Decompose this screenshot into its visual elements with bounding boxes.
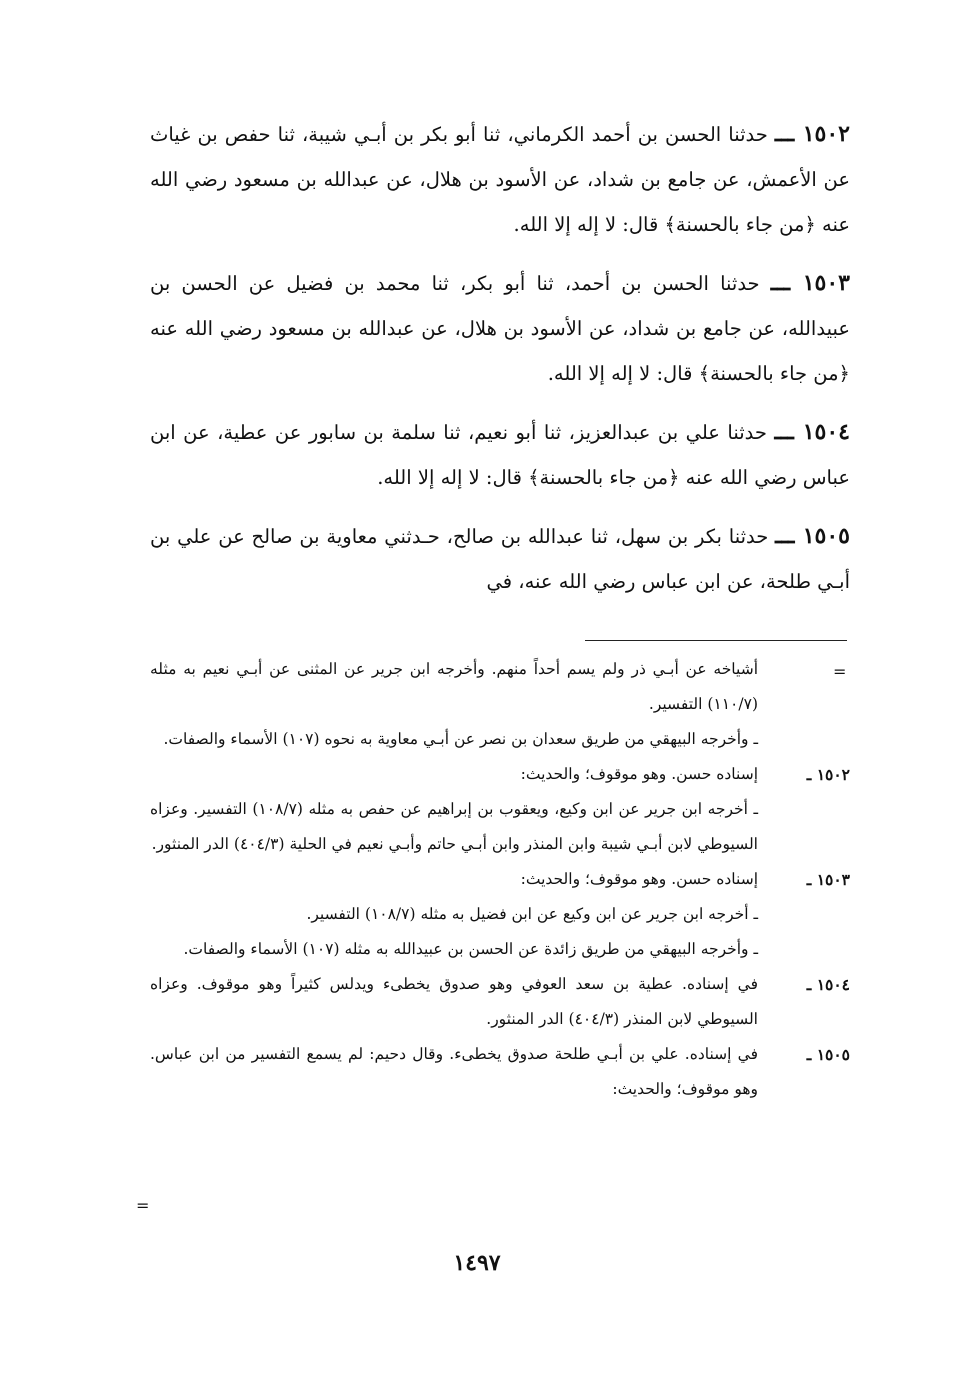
footnote-number: ١٥٠٢ ـ [806,765,850,784]
footnote-line: ـ وأخرجه البيهقي من طريق زائدة عن الحسن بن عبيدالله به مثله (١٠٧) الأسماء والصفات. [183,940,758,958]
continuation-mark-top: = [833,662,847,681]
footnote-line: ـ أخرجه ابن جرير عن ابن وكيع، ويعقوب بن إبراهيم عن حفص به مثله (١٠٨/٧) التفسير. وعزاه السيوطي لابن أبـي شيبة وابن المنذر وابن أبـي حاتم وأبـي نعيم في الحلية (٤٠٤/٣) الدر المنثور. [150,800,758,853]
hadith-text: حدثنا بكر بن سهل، ثنا عبدالله بن صالح، حـدثني معاوية بن صالح عن علي بن أبـي طلحة، عن ابن عباس رضي الله عنه، في [150,525,850,593]
footnote-line: إسناده حسن. وهو موقوف؛ والحديث: [520,870,758,888]
hadith-text: حدثنا الحسن بن أحمد، ثنا أبو بكر، ثنا محمد بن فضيل عن الحسن بن عبيدالله، عن جامع بن شداد، عن الأسود بن هلال، عن عبدالله بن مسعود رضي الله عنه ﴿من جاء بالحسنة﴾ قال: لا إله إلا الله. [150,272,850,385]
footnote-number: ١٥٠٣ ـ [806,870,850,889]
footnote-item [150,967,850,1037]
hadith-entry [150,514,850,604]
hadith-number: ١٥٠٣ ـــ [770,270,850,296]
continuation-mark-bottom: = [136,1196,150,1215]
hadith-number: ١٥٠٢ ـــ [774,121,850,147]
hadith-entry [150,410,850,500]
hadith-text: حدثنا الحسن بن أحمد الكرماني، ثنا أبو بكر بن أبـي شيبة، ثنا حفص بن غياث عن الأعمش، عن جامع بن شداد، عن الأسود بن هلال، عن عبدالله بن مسعود رضي الله عنه ﴿من جاء بالحسنة﴾ قال: لا إله إلا الله. [150,123,850,236]
footnote-number: ١٥٠٥ ـ [806,1045,850,1064]
footnote-line: أشياخه عن أبـي ذر ولم يسم أحداً منهم. وأخرجه ابن جرير عن المثنى عن أبـي نعيم به مثله (١١٠/٧) التفسير. [150,660,758,713]
footnotes [150,652,850,1107]
hadith-entry [150,112,850,247]
footnote-item [150,1037,850,1107]
hadith-number: ١٥٠٤ ـــ [774,419,850,445]
hadith-text: حدثنا علي بن عبدالعزيز، ثنا أبو نعيم، ثنا سلمة بن سابور عن عطية، عن ابن عباس رضي الله عنه ﴿من جاء بالحسنة﴾ قال: لا إله إلا الله. [150,421,850,489]
footnote-item [150,862,850,967]
footnote-item [150,652,850,757]
hadith-entry [150,261,850,396]
footnote-item [150,757,850,862]
footnote-line: في إسناده. عطية بن سعد العوفي وهو صدوق يخطىء ويدلس كثيراً وهو موقوف. وعزاه السيوطي لابن المنذر (٤٠٤/٣) الدر المنثور. [150,975,758,1028]
hadith-number: ١٥٠٥ ـــ [775,523,850,549]
footnote-line: إسناده حسن. وهو موقوف؛ والحديث: [520,765,758,783]
page-number: ١٤٩٧ [453,1250,501,1276]
footnote-line: في إسناده. علي بن أبـي طلحة صدوق يخطىء. وقال دحيم: لم يسمع التفسير من ابن عباس. وهو موقوف؛ والحديث: [150,1045,758,1098]
main-text [150,112,850,618]
footnote-line: ـ وأخرجه البيهقي من طريق سعدان بن نصر عن أبـي معاوية به نحوه (١٠٧) الأسماء والصفات. [163,730,758,748]
footnote-number: ١٥٠٤ ـ [806,975,850,994]
footnote-line: ـ أخرجه ابن جرير عن ابن وكيع عن ابن فضيل به مثله (١٠٨/٧) التفسير. [306,905,758,923]
footnote-divider [585,640,847,641]
